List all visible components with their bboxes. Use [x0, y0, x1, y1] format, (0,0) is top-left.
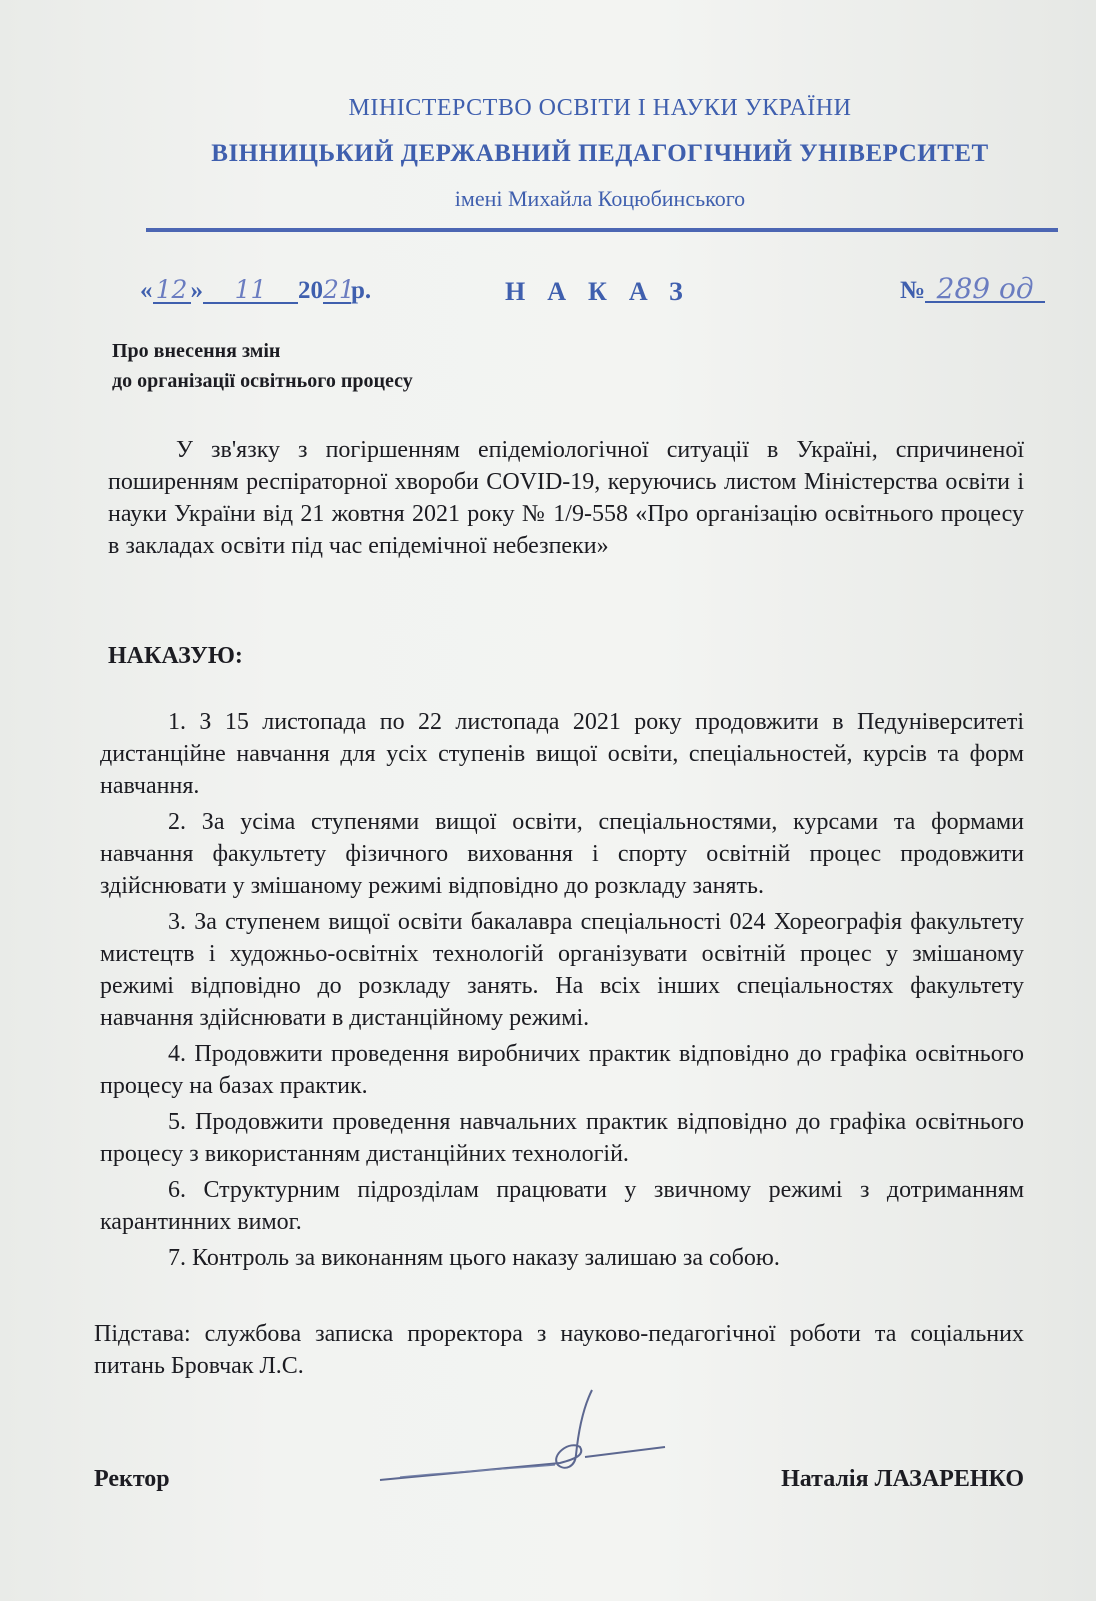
date-year-suffix: 21 — [323, 275, 355, 304]
ministry-name: МІНІСТЕРСТВО ОСВІТИ І НАУКИ УКРАЇНИ — [348, 95, 852, 121]
subject-line-1: Про внесення змін — [112, 340, 281, 362]
order-items-list — [100, 706, 1024, 1278]
order-subject — [112, 336, 413, 396]
date-month: 11 — [203, 278, 298, 304]
order-directive-heading: НАКАЗУЮ: — [108, 643, 243, 669]
letterhead-divider — [146, 228, 1058, 232]
university-named-after: імені Михайла Коцюбинського — [454, 186, 746, 211]
preamble-paragraph: У зв'язку з погіршенням епідеміологічної ситуації в Україні, спричиненої поширенням респіраторної хвороби COVID-19, керуючись листом Міністерства освіти і науки України від 21 жовтня 2021 року № 1/9-558 «Про організацію освітнього процесу в закладах освіти під час епідемічної небезпеки» — [108, 437, 1024, 559]
university-name: ВІННИЦЬКИЙ ДЕРЖАВНИЙ ПЕДАГОГІЧНИЙ УНІВЕРСИТЕТ — [211, 140, 989, 167]
order-number-prefix: № — [900, 277, 926, 304]
signatory-name: Наталія ЛАЗАРЕНКО — [781, 1466, 1024, 1492]
date-day: 12 — [153, 278, 191, 304]
order-number — [900, 272, 1045, 305]
order-item-1: 1. З 15 листопада по 22 листопада 2021 року продовжити в Педуніверситеті дистанційне навчання для усіх ступенів вищої освіти, спеціальностей, курсів та форм навчання. — [100, 709, 1024, 799]
order-number-value: 289 од — [925, 277, 1045, 303]
order-item-6: 6. Структурним підрозділам працювати у звичному режимі з дотриманням карантинних вимог. — [100, 1177, 1024, 1235]
order-item-7: 7. Контроль за виконанням цього наказу залишаю за собою. — [168, 1245, 780, 1271]
order-item-2: 2. За усіма ступенями вищої освіти, спеціальностями, курсами та формами навчання факультету фізичного виховання і спорту освітній процес продовжити здійснювати у змішаному режимі відповідно до розкладу занять. — [100, 809, 1024, 899]
order-item-3: 3. За ступенем вищої освіти бакалавра спеціальності 024 Хореографія факультету мистецтв і художньо-освітніх технологій організувати освітній процес у змішаному режимі відповідно до розкладу занять. На всіх інших спеціальностях факультету навчання здійснювати в дистанційному режимі. — [100, 909, 1024, 1031]
order-title: НАКАЗ — [505, 277, 705, 306]
date-year-prefix: 20 — [298, 277, 323, 304]
order-item-4: 4. Продовжити проведення виробничих практик відповідно до графіка освітнього процесу на базах практик. — [100, 1041, 1024, 1099]
order-heading-line — [140, 272, 1060, 317]
date-quote-close: » — [190, 277, 203, 304]
signature-line — [94, 1466, 1024, 1506]
date-year-end: р. — [351, 277, 372, 304]
date-quote-open: « — [140, 277, 153, 304]
subject-line-2: до організації освітнього процесу — [112, 370, 413, 392]
signatory-position: Ректор — [94, 1466, 170, 1492]
order-item-5: 5. Продовжити проведення навчальних практик відповідно до графіка освітнього процесу з використанням дистанційних технологій. — [100, 1109, 1024, 1167]
order-date — [140, 277, 371, 305]
order-basis: Підстава: службова записка проректора з науково-педагогічної роботи та соціальних питань Бровчак Л.С. — [94, 1321, 1024, 1379]
letterhead — [140, 95, 1060, 212]
